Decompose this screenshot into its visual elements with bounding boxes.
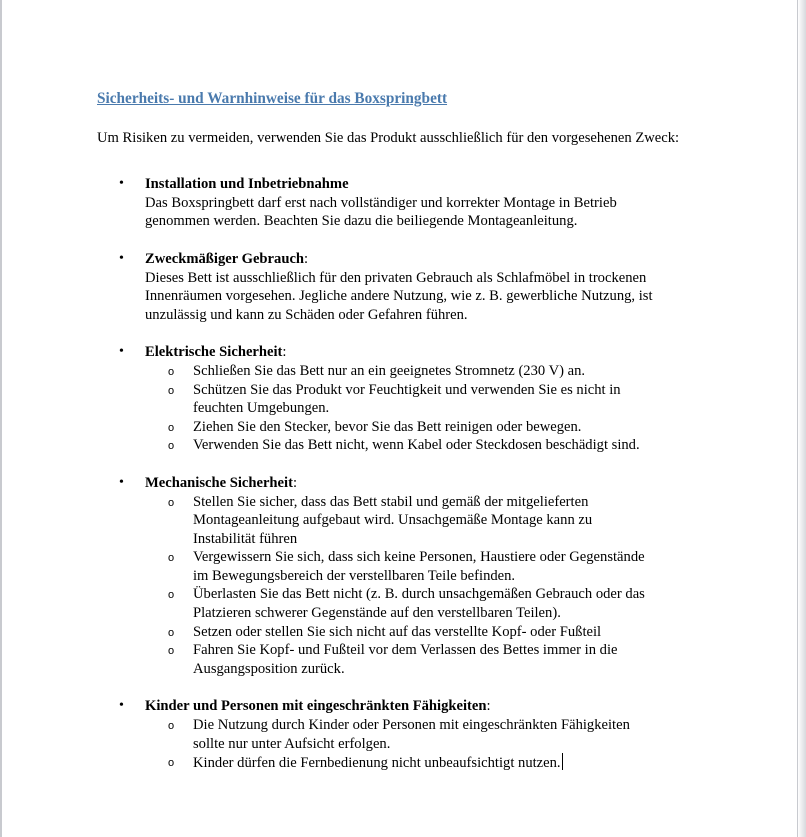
section-heading: Installation und Inbetriebnahme — [145, 176, 349, 193]
sub-item-text-line: Ziehen Sie den Stecker, bevor Sie das Bett reinigen oder bewegen. — [193, 418, 582, 435]
sub-item-text-line: sollte nur unter Aufsicht erfolgen. — [193, 735, 391, 752]
section-text-line: unzulässig und kann zu Schäden oder Gefahren führen. — [145, 306, 468, 323]
sub-item-text-line: Setzen oder stellen Sie sich nicht auf das verstellte Kopf- oder Fußteil — [193, 623, 602, 640]
sub-item-text-line: Platzieren schwerer Gegenstände auf den verstellbaren Teilen). — [193, 605, 561, 622]
section-heading-line — [145, 250, 717, 269]
section-text-line: Innenräumen vorgesehen. Jegliche andere Nutzung, wie z. B. gewerbliche Nutzung, ist — [145, 288, 653, 305]
sub-item-text-line: Verwenden Sie das Bett nicht, wenn Kabel oder Steckdosen beschädigt sind. — [193, 437, 640, 454]
circle-bullet-icon: o — [168, 720, 175, 733]
bullet-icon: • — [119, 344, 124, 360]
section-list — [97, 175, 717, 773]
section-heading-line — [145, 343, 717, 362]
circle-bullet-icon: o — [168, 626, 175, 639]
bullet-icon: • — [119, 176, 124, 192]
section-heading: Mechanische Sicherheit — [145, 474, 293, 491]
sub-list-item — [168, 436, 717, 455]
section — [97, 175, 717, 231]
circle-bullet-icon: o — [168, 645, 175, 658]
sub-list-item — [168, 753, 717, 773]
section-heading: Elektrische Sicherheit — [145, 344, 283, 361]
bullet-icon: • — [119, 474, 124, 490]
circle-bullet-icon: o — [168, 757, 175, 770]
sub-item-text-line: Ausgangsposition zurück. — [193, 660, 345, 677]
heading-colon: : — [292, 474, 298, 491]
sub-item-text-line: Schützen Sie das Produkt vor Feuchtigkeit und verwenden Sie es nicht in — [193, 381, 621, 398]
section-heading-line — [145, 697, 717, 716]
intro-paragraph: Um Risiken zu vermeiden, verwenden Sie das Produkt ausschließlich für den vorgesehenen Zweck: — [97, 129, 680, 146]
section — [97, 474, 717, 679]
circle-bullet-icon: o — [168, 496, 175, 509]
sub-item-text-line: Stellen Sie sicher, dass das Bett stabil und gemäß der mitgelieferten — [193, 493, 589, 510]
section-text-line: Dieses Bett ist ausschließlich für den privaten Gebrauch als Schlafmöbel in trockenen — [145, 269, 647, 286]
heading-colon: : — [486, 698, 491, 715]
circle-bullet-icon: o — [168, 440, 175, 453]
sub-list-item — [168, 493, 717, 549]
sub-item-text-line: Vergewissern Sie sich, dass sich keine Personen, Haustiere oder Gegenstände — [193, 549, 645, 566]
sub-item-text-line: Schließen Sie das Bett nur an ein geeignetes Stromnetz (230 V) an. — [193, 362, 586, 379]
document-body[interactable] — [97, 90, 717, 792]
circle-bullet-icon: o — [168, 589, 175, 602]
sub-list — [145, 493, 717, 679]
circle-bullet-icon: o — [168, 384, 175, 397]
bullet-icon: • — [119, 698, 124, 714]
page-edge-right — [797, 0, 806, 837]
section — [97, 250, 717, 324]
sub-item-text-line: Überlasten Sie das Bett nicht (z. B. durch unsachgemäßen Gebrauch oder das — [193, 586, 645, 603]
heading-colon: : — [282, 344, 287, 361]
section-text-line: genommen werden. Beachten Sie dazu die beiliegende Montageanleitung. — [145, 213, 578, 230]
sub-item-text-line: Fahren Sie Kopf- und Fußteil vor dem Verlassen des Bettes immer in die — [193, 642, 618, 659]
sub-list-item — [168, 418, 717, 437]
section-heading-line — [145, 175, 717, 194]
section — [97, 697, 717, 772]
bullet-icon: • — [119, 250, 124, 266]
circle-bullet-icon: o — [168, 365, 175, 378]
sub-item-text-line: Instabilität führen — [193, 530, 298, 547]
section-heading: Kinder und Personen mit eingeschränkten Fähigkeiten — [145, 698, 487, 715]
section-text-line: Das Boxspringbett darf erst nach vollständiger und korrekter Montage in Betrieb — [145, 194, 617, 211]
sub-item-text-line: Kinder dürfen die Fernbedienung nicht unbeaufsichtigt nutzen. — [193, 753, 717, 773]
circle-bullet-icon: o — [168, 552, 175, 565]
sub-list-item — [168, 381, 717, 418]
text-cursor — [562, 753, 564, 770]
section-heading-line — [145, 474, 717, 493]
sub-list — [145, 362, 717, 455]
sub-item-text-line: feuchten Umgebungen. — [193, 400, 330, 417]
sub-list-item — [168, 585, 717, 622]
sub-list-item — [168, 623, 717, 642]
sub-item-text-line: Montageanleitung aufgebaut wird. Unsachgemäße Montage kann zu — [193, 512, 593, 529]
circle-bullet-icon: o — [168, 421, 175, 434]
sub-list-item — [168, 362, 717, 381]
heading-colon: : — [304, 250, 309, 267]
section — [97, 343, 717, 455]
sub-item-text-line: im Bewegungsbereich der verstellbaren Teile befinden. — [193, 567, 516, 584]
sub-item-text-line: Die Nutzung durch Kinder oder Personen mit eingeschränkten Fähigkeiten — [193, 717, 630, 734]
document-title: Sicherheits- und Warnhinweise für das Boxspringbett — [97, 90, 448, 107]
section-heading: Zweckmäßiger Gebrauch — [145, 250, 305, 267]
sub-list-item — [168, 548, 717, 585]
page-edge-left — [0, 0, 2, 837]
sub-list-item — [168, 716, 717, 753]
sub-list-item — [168, 641, 717, 678]
sub-list — [145, 716, 717, 773]
